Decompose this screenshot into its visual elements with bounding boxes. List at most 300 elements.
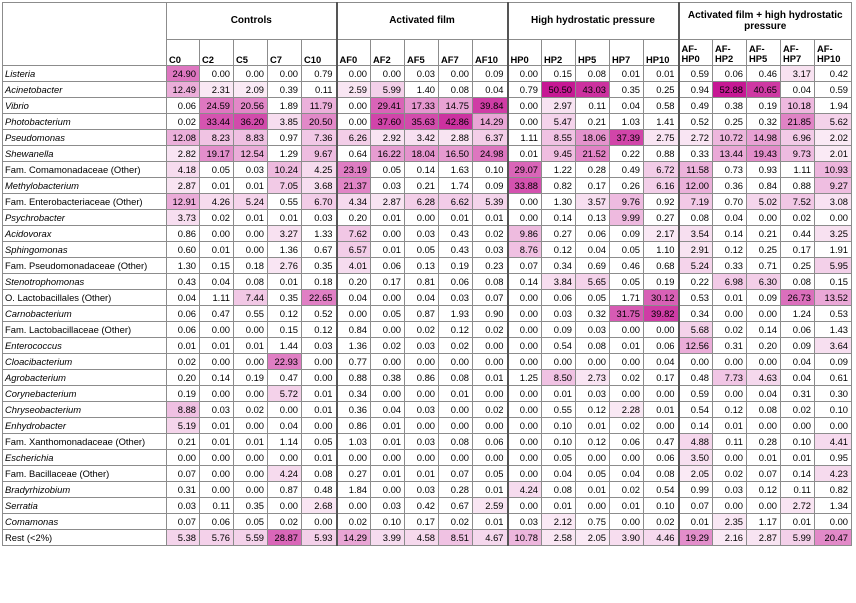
abundance-value: 0.00 (371, 290, 405, 306)
abundance-value: 0.26 (610, 178, 644, 194)
abundance-value: 4.46 (644, 530, 679, 546)
abundance-value: 9.99 (610, 210, 644, 226)
abundance-value: 0.00 (371, 354, 405, 370)
abundance-value: 0.02 (610, 370, 644, 386)
abundance-value: 0.25 (747, 242, 781, 258)
abundance-value: 0.00 (473, 338, 508, 354)
abundance-value: 8.50 (542, 370, 576, 386)
abundance-value: 0.03 (576, 322, 610, 338)
abundance-value: 0.01 (473, 482, 508, 498)
abundance-value: 0.00 (508, 290, 542, 306)
column-header: HP7 (610, 40, 644, 66)
abundance-value: 52.88 (713, 82, 747, 98)
abundance-value: 3.25 (815, 226, 852, 242)
abundance-value: 0.04 (781, 370, 815, 386)
abundance-value: 5.65 (576, 274, 610, 290)
abundance-value: 5.47 (542, 114, 576, 130)
abundance-value: 0.11 (781, 482, 815, 498)
abundance-value: 21.52 (576, 146, 610, 162)
taxon-name: Methylobacterium (3, 178, 167, 194)
table-row (3, 322, 852, 338)
abundance-value: 2.59 (337, 82, 371, 98)
abundance-value: 2.92 (371, 130, 405, 146)
abundance-value: 0.00 (781, 418, 815, 434)
abundance-value: 18.06 (576, 130, 610, 146)
table-row (3, 242, 852, 258)
abundance-value: 20.47 (815, 530, 852, 546)
abundance-value: 0.10 (542, 418, 576, 434)
abundance-value: 0.00 (371, 386, 405, 402)
abundance-value: 4.25 (302, 162, 337, 178)
abundance-value: 0.00 (508, 386, 542, 402)
abundance-table-container (2, 2, 852, 546)
abundance-value: 0.00 (815, 418, 852, 434)
abundance-value: 10.18 (781, 98, 815, 114)
abundance-value: 12.00 (679, 178, 713, 194)
taxon-name: Fam. Pseudomonadaceae (Other) (3, 258, 167, 274)
abundance-value: 40.65 (747, 82, 781, 98)
abundance-value: 0.03 (713, 482, 747, 498)
abundance-value: 0.19 (234, 370, 268, 386)
abundance-value: 0.18 (234, 258, 268, 274)
abundance-value: 3.90 (610, 530, 644, 546)
abundance-value: 0.17 (371, 274, 405, 290)
abundance-value: 6.70 (302, 194, 337, 210)
abundance-value: 0.01 (200, 338, 234, 354)
abundance-value: 0.15 (815, 274, 852, 290)
abundance-value: 0.00 (644, 322, 679, 338)
abundance-value: 1.25 (508, 370, 542, 386)
abundance-value: 43.03 (576, 82, 610, 98)
abundance-value: 0.00 (713, 386, 747, 402)
abundance-value: 0.00 (302, 370, 337, 386)
abundance-value: 12.54 (234, 146, 268, 162)
abundance-value: 0.00 (508, 114, 542, 130)
abundance-value: 0.00 (508, 322, 542, 338)
abundance-value: 0.15 (542, 66, 576, 82)
group-header-film-plus-pressure: Activated film + high hydrostatic pressure (679, 3, 852, 40)
group-header-controls: Controls (167, 3, 337, 40)
abundance-value: 0.02 (200, 210, 234, 226)
abundance-value: 0.00 (439, 418, 473, 434)
abundance-value: 7.44 (234, 290, 268, 306)
abundance-value: 12.49 (167, 82, 200, 98)
abundance-value: 0.00 (508, 498, 542, 514)
abundance-value: 0.71 (747, 258, 781, 274)
abundance-value: 0.67 (439, 498, 473, 514)
abundance-value: 7.05 (268, 178, 302, 194)
abundance-value: 0.97 (268, 130, 302, 146)
abundance-value: 0.03 (508, 514, 542, 530)
abundance-value: 0.00 (337, 66, 371, 82)
abundance-value: 0.00 (644, 386, 679, 402)
abundance-value: 0.00 (508, 450, 542, 466)
abundance-value: 0.10 (542, 434, 576, 450)
taxon-name: Shewanella (3, 146, 167, 162)
abundance-value: 0.19 (644, 274, 679, 290)
abundance-value: 0.35 (610, 82, 644, 98)
abundance-value: 0.00 (508, 338, 542, 354)
abundance-value: 4.24 (508, 482, 542, 498)
abundance-value: 0.11 (302, 82, 337, 98)
abundance-value: 0.00 (473, 418, 508, 434)
abundance-value: 1.91 (815, 242, 852, 258)
abundance-value: 0.00 (234, 482, 268, 498)
abundance-value: 0.47 (644, 434, 679, 450)
column-header: AF2 (371, 40, 405, 66)
abundance-value: 0.53 (679, 290, 713, 306)
abundance-value: 3.64 (815, 338, 852, 354)
abundance-value: 3.42 (405, 130, 439, 146)
abundance-value: 0.08 (473, 274, 508, 290)
abundance-value: 0.77 (337, 354, 371, 370)
abundance-value: 0.09 (815, 354, 852, 370)
abundance-value: 0.59 (679, 386, 713, 402)
abundance-value: 16.50 (439, 146, 473, 162)
abundance-value: 0.47 (268, 370, 302, 386)
abundance-value: 12.56 (679, 338, 713, 354)
abundance-value: 22.65 (302, 290, 337, 306)
abundance-value: 0.00 (337, 498, 371, 514)
abundance-value: 0.14 (679, 418, 713, 434)
abundance-value: 0.12 (713, 242, 747, 258)
column-header: AF-HP0 (679, 40, 713, 66)
abundance-value: 0.00 (713, 498, 747, 514)
abundance-value: 0.55 (268, 194, 302, 210)
abundance-value: 0.69 (576, 258, 610, 274)
abundance-value: 0.05 (576, 290, 610, 306)
abundance-value: 0.32 (576, 306, 610, 322)
abundance-value: 0.04 (781, 354, 815, 370)
abundance-value: 12.91 (167, 194, 200, 210)
abundance-value: 0.00 (473, 354, 508, 370)
table-row (3, 290, 852, 306)
abundance-value: 0.06 (644, 338, 679, 354)
abundance-value: 0.34 (542, 258, 576, 274)
abundance-value: 0.02 (268, 514, 302, 530)
abundance-value: 10.78 (508, 530, 542, 546)
abundance-value: 0.92 (644, 194, 679, 210)
group-header-activated-film: Activated film (337, 3, 508, 40)
abundance-value: 0.00 (508, 66, 542, 82)
abundance-value: 0.86 (405, 370, 439, 386)
table-row (3, 162, 852, 178)
abundance-value: 0.88 (781, 178, 815, 194)
abundance-value: 1.14 (268, 434, 302, 450)
abundance-value: 0.00 (576, 498, 610, 514)
abundance-value: 0.11 (576, 98, 610, 114)
abundance-value: 0.21 (167, 434, 200, 450)
abundance-value: 0.14 (747, 322, 781, 338)
abundance-value: 0.79 (302, 66, 337, 82)
abundance-value: 5.68 (679, 322, 713, 338)
abundance-value: 1.74 (439, 178, 473, 194)
abundance-value: 0.00 (268, 450, 302, 466)
abundance-value: 0.54 (679, 402, 713, 418)
abundance-value: 28.87 (268, 530, 302, 546)
abundance-value: 0.31 (781, 386, 815, 402)
abundance-value: 0.28 (439, 482, 473, 498)
abundance-value: 0.00 (644, 418, 679, 434)
abundance-value: 0.03 (371, 178, 405, 194)
abundance-value: 0.00 (337, 450, 371, 466)
abundance-value: 0.10 (644, 498, 679, 514)
abundance-value: 29.07 (508, 162, 542, 178)
abundance-value: 0.00 (337, 306, 371, 322)
abundance-value: 0.03 (302, 338, 337, 354)
abundance-value: 2.31 (200, 82, 234, 98)
abundance-value: 0.38 (371, 370, 405, 386)
abundance-value: 4.58 (405, 530, 439, 546)
column-header: AF10 (473, 40, 508, 66)
abundance-value: 0.00 (200, 226, 234, 242)
taxon-name: Fam. Lactobacillaceae (Other) (3, 322, 167, 338)
abundance-value: 2.02 (815, 130, 852, 146)
table-row (3, 434, 852, 450)
abundance-value: 1.71 (610, 290, 644, 306)
abundance-value: 3.85 (268, 114, 302, 130)
abundance-value: 0.06 (439, 274, 473, 290)
abundance-value: 1.33 (302, 226, 337, 242)
abundance-value: 0.07 (167, 514, 200, 530)
abundance-value: 0.00 (679, 354, 713, 370)
abundance-value: 0.00 (167, 450, 200, 466)
abundance-value: 0.06 (473, 434, 508, 450)
abundance-value: 0.00 (439, 450, 473, 466)
abundance-value: 0.03 (405, 66, 439, 82)
abundance-value: 0.48 (302, 482, 337, 498)
abundance-value: 0.39 (268, 82, 302, 98)
abundance-value: 0.48 (679, 370, 713, 386)
abundance-value: 0.12 (713, 402, 747, 418)
abundance-value: 0.06 (542, 290, 576, 306)
abundance-value: 0.00 (371, 322, 405, 338)
taxon-name: Fam. Bacillaceae (Other) (3, 466, 167, 482)
abundance-value: 0.49 (610, 162, 644, 178)
abundance-value: 4.26 (200, 194, 234, 210)
abundance-value: 0.12 (747, 482, 781, 498)
abundance-value: 0.21 (576, 114, 610, 130)
abundance-value: 0.07 (747, 466, 781, 482)
abundance-value: 0.31 (713, 338, 747, 354)
table-row (3, 66, 852, 82)
abundance-value: 0.04 (610, 98, 644, 114)
column-header: C0 (167, 40, 200, 66)
abundance-value: 4.01 (337, 258, 371, 274)
abundance-value: 26.73 (781, 290, 815, 306)
abundance-value: 0.09 (473, 178, 508, 194)
abundance-value: 0.00 (405, 418, 439, 434)
abundance-value: 0.43 (439, 242, 473, 258)
abundance-value: 0.43 (167, 274, 200, 290)
table-row (3, 98, 852, 114)
abundance-value: 0.14 (508, 274, 542, 290)
table-body (3, 66, 852, 546)
column-header: AF0 (337, 40, 371, 66)
abundance-value: 0.00 (508, 194, 542, 210)
abundance-value: 0.04 (337, 290, 371, 306)
abundance-value: 0.27 (337, 466, 371, 482)
abundance-value: 33.44 (200, 114, 234, 130)
abundance-value: 0.00 (268, 402, 302, 418)
abundance-value: 4.34 (337, 194, 371, 210)
abundance-value: 0.01 (542, 498, 576, 514)
abundance-value: 0.09 (610, 226, 644, 242)
abundance-value: 0.01 (781, 450, 815, 466)
abundance-value: 0.59 (679, 66, 713, 82)
abundance-value: 1.22 (542, 162, 576, 178)
abundance-value: 0.00 (371, 66, 405, 82)
abundance-value: 0.01 (713, 418, 747, 434)
abundance-value: 0.00 (234, 242, 268, 258)
abundance-value: 0.00 (439, 66, 473, 82)
abundance-value: 0.36 (337, 402, 371, 418)
abundance-value: 2.87 (167, 178, 200, 194)
abundance-value: 2.91 (679, 242, 713, 258)
abundance-value: 0.01 (167, 338, 200, 354)
table-row (3, 402, 852, 418)
abundance-value: 42.86 (439, 114, 473, 130)
taxon-name: Fam. Xanthomonadaceae (Other) (3, 434, 167, 450)
abundance-value: 4.88 (679, 434, 713, 450)
abundance-value: 37.39 (610, 130, 644, 146)
abundance-value: 0.07 (167, 466, 200, 482)
taxon-name: Psychrobacter (3, 210, 167, 226)
abundance-value: 0.04 (576, 242, 610, 258)
abundance-value: 2.28 (610, 402, 644, 418)
abundance-value: 0.03 (405, 434, 439, 450)
abundance-value: 0.01 (679, 514, 713, 530)
abundance-value: 0.02 (644, 514, 679, 530)
abundance-value: 0.00 (713, 306, 747, 322)
abundance-value: 0.00 (610, 514, 644, 530)
abundance-value: 0.08 (439, 82, 473, 98)
taxon-name: Acidovorax (3, 226, 167, 242)
abundance-value: 0.07 (473, 290, 508, 306)
table-row (3, 194, 852, 210)
abundance-value: 50.50 (542, 82, 576, 98)
abundance-value: 0.00 (234, 66, 268, 82)
abundance-value: 0.05 (473, 466, 508, 482)
abundance-value: 8.76 (508, 242, 542, 258)
abundance-value: 0.21 (747, 226, 781, 242)
abundance-value: 0.94 (679, 82, 713, 98)
taxon-name: Enhydrobacter (3, 418, 167, 434)
abundance-value: 2.76 (268, 258, 302, 274)
abundance-value: 31.75 (610, 306, 644, 322)
abundance-value: 0.01 (302, 402, 337, 418)
abundance-value: 0.00 (337, 98, 371, 114)
abundance-value: 0.03 (234, 162, 268, 178)
abundance-value: 2.09 (234, 82, 268, 98)
taxon-name: Photobacterium (3, 114, 167, 130)
abundance-value: 0.59 (815, 82, 852, 98)
abundance-value: 0.30 (815, 386, 852, 402)
abundance-value: 0.20 (337, 274, 371, 290)
abundance-value: 0.00 (542, 354, 576, 370)
abundance-value: 0.02 (781, 402, 815, 418)
abundance-value: 0.00 (815, 210, 852, 226)
abundance-value: 0.93 (747, 162, 781, 178)
abundance-value: 0.01 (268, 274, 302, 290)
abundance-value: 39.82 (644, 306, 679, 322)
abundance-value: 0.46 (610, 258, 644, 274)
abundance-value: 5.93 (302, 530, 337, 546)
abundance-value: 2.17 (644, 226, 679, 242)
abundance-value: 0.04 (268, 418, 302, 434)
abundance-value: 0.12 (439, 322, 473, 338)
abundance-value: 0.02 (234, 402, 268, 418)
abundance-value: 0.17 (405, 514, 439, 530)
abundance-value: 1.34 (815, 498, 852, 514)
abundance-value: 0.25 (713, 114, 747, 130)
abundance-value: 6.16 (644, 178, 679, 194)
abundance-value: 5.02 (747, 194, 781, 210)
abundance-value: 3.84 (542, 274, 576, 290)
abundance-value: 0.79 (508, 82, 542, 98)
abundance-value: 0.81 (405, 274, 439, 290)
abundance-value: 0.04 (781, 82, 815, 98)
abundance-value: 6.62 (439, 194, 473, 210)
abundance-value: 8.88 (167, 402, 200, 418)
abundance-value: 0.03 (302, 210, 337, 226)
abundance-value: 0.01 (371, 242, 405, 258)
abundance-value: 0.03 (405, 338, 439, 354)
abundance-value: 0.00 (508, 466, 542, 482)
abundance-value: 0.01 (508, 146, 542, 162)
abundance-value: 0.02 (473, 402, 508, 418)
column-header: AF7 (439, 40, 473, 66)
abundance-value: 0.03 (576, 386, 610, 402)
abundance-value: 0.28 (576, 162, 610, 178)
abundance-value: 0.04 (167, 290, 200, 306)
abundance-value: 0.00 (439, 354, 473, 370)
abundance-value: 0.01 (439, 386, 473, 402)
abundance-value: 0.75 (576, 514, 610, 530)
abundance-value: 9.27 (815, 178, 852, 194)
abundance-value: 0.14 (713, 226, 747, 242)
abundance-value: 0.00 (439, 402, 473, 418)
abundance-value: 0.12 (542, 242, 576, 258)
abundance-value: 0.00 (234, 226, 268, 242)
abundance-value: 0.01 (200, 418, 234, 434)
abundance-value: 0.49 (679, 98, 713, 114)
taxon-name: Acinetobacter (3, 82, 167, 98)
abundance-value: 0.46 (747, 66, 781, 82)
abundance-value: 0.33 (713, 258, 747, 274)
column-header: HP5 (576, 40, 610, 66)
abundance-value: 3.99 (371, 530, 405, 546)
table-row (3, 306, 852, 322)
abundance-value: 0.06 (200, 514, 234, 530)
abundance-value: 0.01 (747, 450, 781, 466)
abundance-value: 0.00 (713, 450, 747, 466)
abundance-value: 0.02 (713, 466, 747, 482)
abundance-value: 8.83 (234, 130, 268, 146)
abundance-value: 0.04 (644, 354, 679, 370)
abundance-value: 0.06 (167, 98, 200, 114)
abundance-value: 2.82 (167, 146, 200, 162)
abundance-value: 6.57 (337, 242, 371, 258)
abundance-value: 29.41 (371, 98, 405, 114)
table-row (3, 114, 852, 130)
abundance-value: 0.58 (644, 98, 679, 114)
abundance-value: 0.01 (439, 210, 473, 226)
taxon-name: Fam. Comamonadaceae (Other) (3, 162, 167, 178)
abundance-value: 2.88 (439, 130, 473, 146)
abundance-value: 1.10 (644, 242, 679, 258)
abundance-value: 3.27 (268, 226, 302, 242)
